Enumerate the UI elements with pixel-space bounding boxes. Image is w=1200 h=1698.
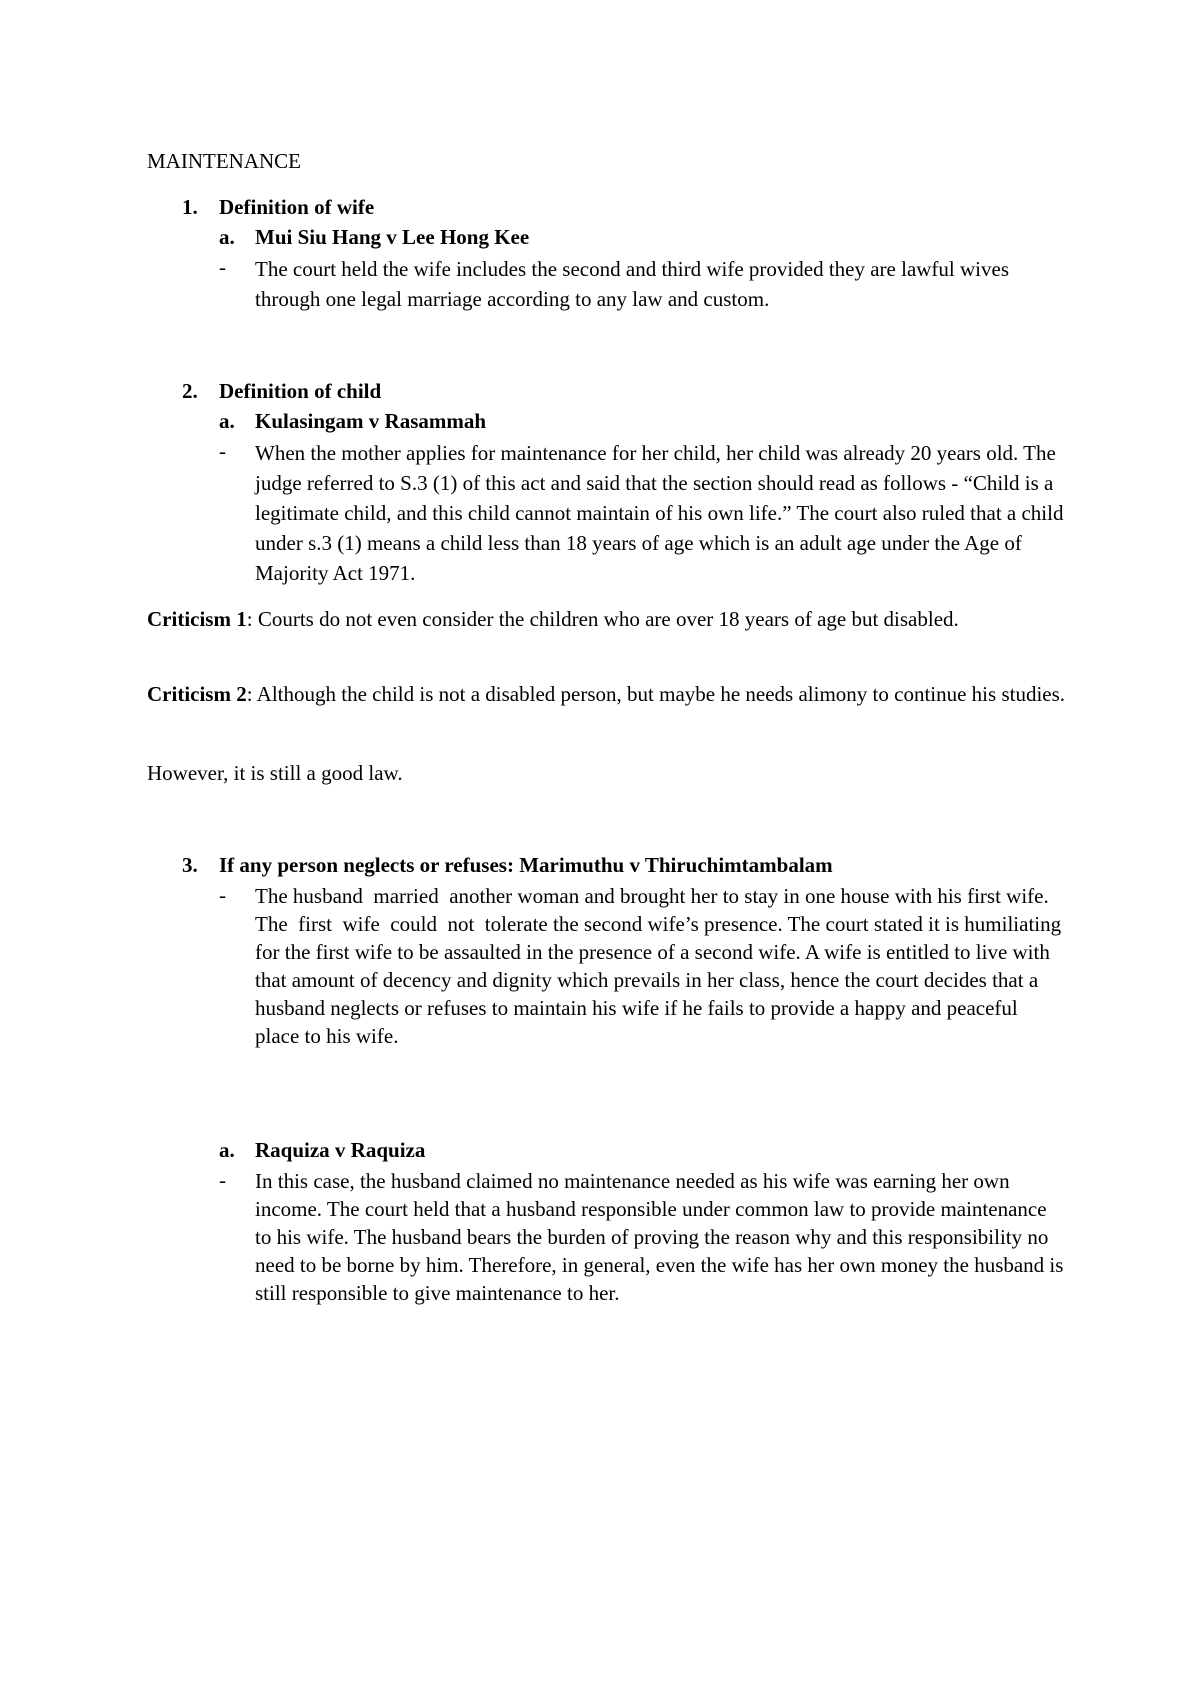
section4-case-name: Raquiza v Raquiza: [255, 1138, 426, 1162]
document-title: MAINTENANCE: [147, 149, 301, 173]
section2-text: When the mother applies for maintenance for her child, her child was already 20 years old. The judge referred to S.3 (1) of this act and said that the section should read as follows - “Child is a legitimate child, and this child cannot maintain of his own life.” The court also ruled that a child under s.3 (1) means a child less than 18 years of age which is an adult age under the Age of Majority Act 1971.: [255, 441, 1064, 585]
section4-text: In this case, the husband claimed no maintenance needed as his wife was earning her own income. The court held that a husband responsible under common law to provide maintenance to his wife. The husband bears the burden of proving the reason why and this responsibility no need to be borne by him. Therefore, in general, even the wife has her own money the husband is still responsible to give maintenance to her.: [255, 1169, 1064, 1305]
criticism-1-text: : Courts do not even consider the children who are over 18 years of age but disabled.: [246, 607, 959, 631]
criticism-1-label: Criticism 1: [147, 607, 247, 631]
section2-case-name: Kulasingam v Rasammah: [255, 409, 487, 433]
section3-number: 3.: [182, 853, 198, 877]
section1-heading: Definition of wife: [219, 195, 375, 219]
section2-heading: Definition of child: [219, 379, 382, 403]
section4-bullet: -: [219, 1168, 226, 1192]
criticism-2-text: : Although the child is not a disabled person, but maybe he needs alimony to continue his studies.: [246, 682, 1066, 706]
section1-case-name: Mui Siu Hang v Lee Hong Kee: [255, 225, 530, 249]
section3-bullet: -: [219, 883, 226, 907]
section4-case-letter: a.: [219, 1138, 235, 1162]
criticism-2-label: Criticism 2: [147, 682, 247, 706]
however-paragraph: However, it is still a good law.: [147, 761, 403, 785]
section2-case-letter: a.: [219, 409, 235, 433]
section3-heading: If any person neglects or refuses: Marimuthu v Thiruchimtambalam: [219, 853, 833, 877]
section1-case-letter: a.: [219, 225, 235, 249]
section2-number: 2.: [182, 379, 198, 403]
section1-text: The court held the wife includes the second and third wife provided they are lawful wives through one legal marriage according to any law and custom.: [255, 257, 1010, 311]
section3-text: The husband married another woman and brought her to stay in one house with his first wife. The first wife could not tolerate the second wife’s presence. The court stated it is humiliating for the first wife to be assaulted in the presence of a second wife. A wife is entitled to live with that amount of decency and dignity which prevails in her class, hence the court decides that a husband neglects or refuses to maintain his wife if he fails to provide a happy and peaceful place to his wife.: [255, 884, 1067, 1048]
section2-bullet: -: [219, 439, 226, 463]
section1-bullet: -: [219, 255, 226, 279]
criticism-1: [147, 604, 1077, 634]
criticism-2: [147, 679, 1077, 709]
section1-number: 1.: [182, 195, 198, 219]
